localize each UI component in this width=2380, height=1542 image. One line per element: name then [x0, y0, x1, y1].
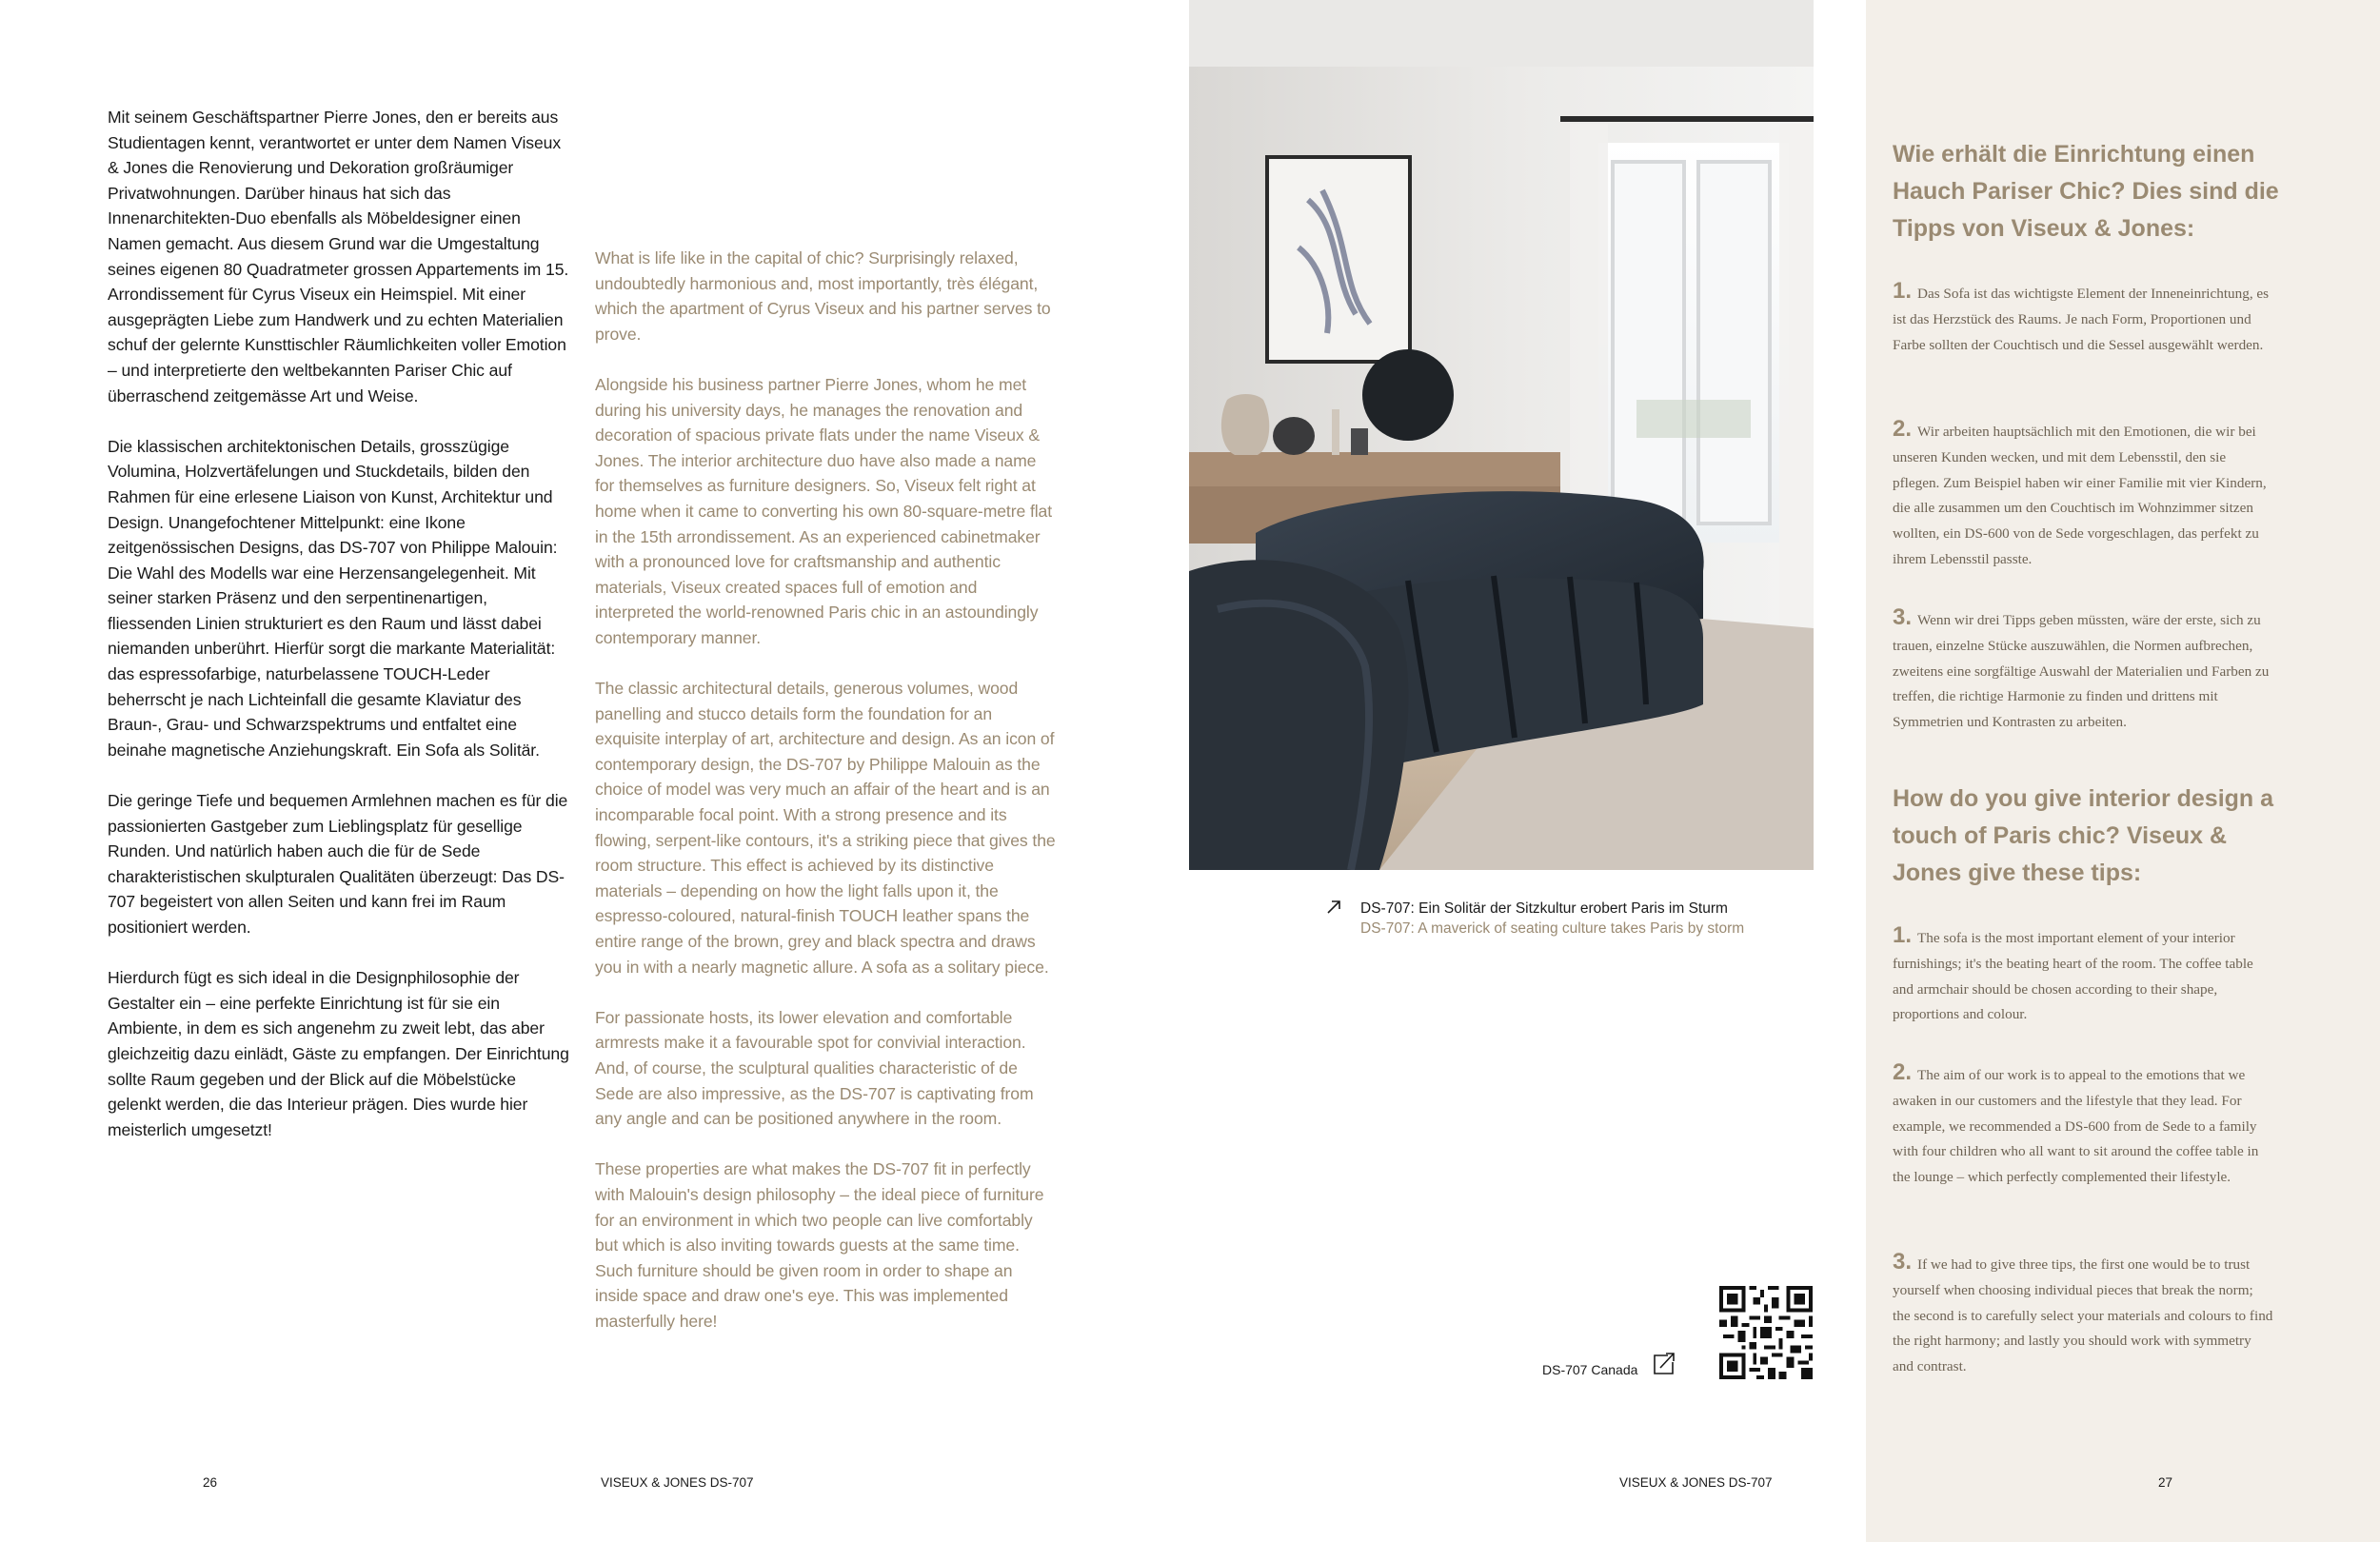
english-paragraph: Alongside his business partner Pierre Jones, whom he met during his university days, he manages the renovation and decoration of spacious private flats under the name Viseux & Jones. The interior architecture duo have also made a name for themselves as furniture designers. So, Viseux felt right at home when it came to converting his own 80-square-metre flat in the 15th arrondissement. As an experienced cabinetmaker with a pronounced love for craftsmanship and authentic materials, Viseux created spaces full of emotion and interpreted the world-renowned Paris chic in an astoundingly contemporary manner.: [595, 374, 1053, 647]
page-number-left: 26: [203, 1475, 218, 1490]
tip-text: Das Sofa ist das wichtigste Element der Inneneinrichtung, es ist das Herzstück des Raums. Je nach Form, Proportionen und Farbe sollten der Couchtisch und die Sessel ausgewählt werden.: [1893, 286, 2270, 353]
tip-item: [1893, 279, 2273, 358]
english-paragraph: What is life like in the capital of chic? Surprisingly relaxed, undoubtedly harmonious and, most importantly, très élégant, which the apartment of Cyrus Viseux and his partner serves to prove.: [595, 248, 1051, 344]
tips-heading-english: How do you give interior design a touch of Paris chic? Viseux & Jones give these tips:: [1893, 785, 2274, 886]
german-text-column: [108, 105, 572, 1168]
german-paragraph: Die geringe Tiefe und bequemen Armlehnen machen es für die passionierten Gastgeber zum Lieblingsplatz für gesellige Runden. Und natürlich haben auch die für de Sede charakteristischen skulpturalen Qualitäten überzeugt: Das DS-707 begeistert von allen Seiten und kann frei im Raum positioniert werden.: [108, 791, 568, 937]
tip-number: 1.: [1893, 278, 1913, 304]
qr-code-label[interactable]: DS-707 Canada: [1542, 1362, 1638, 1377]
caption-german: DS-707: Ein Solitär der Sitzkultur erobert Paris im Sturm: [1360, 900, 1728, 917]
tip-text: Wenn wir drei Tipps geben müssten, wäre der erste, sich zu trauen, einzelne Stücke auszuwählen, die Normen aufbrechen, zweitens eine sorgfältige Auswahl der Materialien und Farben zu treffen, die richtige Harmonie zu finden und drittens mit Symmetrien und Kontrasten zu arbeiten.: [1893, 612, 2270, 731]
sofa-photo: [1189, 0, 1814, 870]
caption-english: DS-707: A maverick of seating culture takes Paris by storm: [1360, 920, 1745, 937]
tip-text: Wir arbeiten hauptsächlich mit den Emotionen, die wir bei unseren Kunden wecken, und mit dem Lebensstil, den sie pflegen. Zum Beispiel haben wir einer Familie mit vier Kindern, die alle zusammen um den Couchtisch im Wohnzimmer sitzen wollten, ein DS-600 von de Sede vorgeschlagen, das perfekt zu ihrem Lebensstil passte.: [1893, 424, 2267, 567]
english-paragraph: For passionate hosts, its lower elevation and comfortable armrests make it a favourable spot for convivial interaction. And, of course, the sculptural qualities characteristic of de Sede are also impressive, as the DS-707 is captivating from any angle and can be positioned anywhere in the room.: [595, 1007, 1034, 1129]
tip-text: If we had to give three tips, the first one would be to trust yourself when choosing individual pieces that break the norm; the second is to carefully select your materials and colours to find the right harmony; and lastly you should work with symmetry and contrast.: [1893, 1256, 2273, 1375]
german-paragraph: Hierdurch fügt es sich ideal in die Designphilosophie der Gestalter ein – eine perfekte Einrichtung ist für sie ein Ambiente, in dem es sich angenehm zu zweit lebt, das aber gleichzeitig dazu einlädt, Gäste zu empfangen. Der Einrichtung sollte Raum gegeben und der Blick auf die Möbelstücke gelenkt werden, die das Interieur prägen. Dies wurde hier meisterlich umgesetzt!: [108, 968, 569, 1139]
tip-item: [1893, 1060, 2273, 1191]
tip-item: [1893, 1250, 2273, 1380]
qr-code-icon[interactable]: [1719, 1286, 1813, 1379]
german-paragraph: Mit seinem Geschäftspartner Pierre Jones, den er bereits aus Studientagen kennt, verantwortet er unter dem Namen Viseux & Jones die Renovierung und Dekoration großräumiger Privatwohnungen. Darüber hinaus hat sich das Innenarchitekten-Duo ebenfalls als Möbeldesigner einen Namen gemacht. Aus diesem Grund war die Umgestaltung seines eigenen 80 Quadratmeter grossen Appartements im 15. Arrondissement für Cyrus Viseux ein Heimspiel. Mit einer ausgeprägten Liebe zum Handwerk und zu echten Materialien schuf der gelernte Kunsttischler Räumlichkeiten voller Emotion – und interpretierte den weltbekannten Pariser Chic auf überraschend zeitgemässe Art und Weise.: [108, 108, 569, 405]
tip-number: 3.: [1893, 1249, 1913, 1275]
tip-item: [1893, 417, 2273, 573]
german-paragraph: Die klassischen architektonischen Details, grosszügige Volumina, Holzvertäfelungen und Stuckdetails, bilden den Rahmen für eine erlesene Liaison von Kunst, Architektur und Design. Unangefochtener Mittelpunkt: eine Ikone zeitgenössischen Designs, das DS-707 von Philippe Malouin: Die Wahl des Modells war eine Herzensangelegenheit. Mit seiner starken Präsenz und den serpentinenartigen, fliessenden Linien strukturiert es den Raum und lässt dabei niemanden unberührt. Hierfür sorgt die markante Materialität: das espressofarbige, naturbelassene TOUCH-Leder beherrscht je nach Lichteinfall die gesamte Klaviatur des Braun-, Grau- und Schwarzspektrums und entfaltet eine beinahe magnetische Anziehungskraft. Ein Sofa als Solitär.: [108, 436, 558, 760]
running-title-right: VISEUX & JONES DS-707: [1619, 1475, 1773, 1490]
english-paragraph: These properties are what makes the DS-707 fit in perfectly with Malouin's design philosophy – the ideal piece of furniture for an environment in which two people can live comfortably but which is also inviting towards guests at the same time. Such furniture should be given room in order to shape an inside space and draw one's eye. This was implemented masterfully here!: [595, 1159, 1044, 1331]
page-number-right: 27: [2158, 1475, 2173, 1490]
arrow-up-right-icon: [1325, 899, 1342, 916]
tip-number: 2.: [1893, 416, 1913, 442]
tip-number: 1.: [1893, 922, 1913, 948]
tip-number: 3.: [1893, 604, 1913, 630]
external-link-icon[interactable]: [1649, 1350, 1677, 1378]
sofa-photo-illustration: [1189, 0, 1814, 870]
tip-item: [1893, 605, 2273, 736]
english-text-column: [595, 246, 1060, 1359]
tips-sidebar: [1866, 0, 2380, 1542]
tip-number: 2.: [1893, 1059, 1913, 1085]
tip-item: [1893, 923, 2273, 1028]
tips-heading-german: Wie erhält die Einrichtung einen Hauch Pariser Chic? Dies sind die Tipps von Viseux & Jones:: [1893, 141, 2279, 242]
tip-text: The sofa is the most important element of your interior furnishings; it's the beating heart of the room. The coffee table and armchair should be chosen according to their shape, proportions and colour.: [1893, 930, 2253, 1023]
english-paragraph: The classic architectural details, generous volumes, wood panelling and stucco details form the foundation for an exquisite interplay of art, architecture and design. As an icon of contemporary design, the DS-707 by Philippe Malouin as the choice of model was very much an affair of the heart and is an incomparable focal point. With a strong presence and its flowing, serpent-like contours, it's a striking piece that gives the room structure. This effect is achieved by its distinctive materials – depending on how the light falls upon it, the espresso-coloured, natural-finish TOUCH leather spans the entire range of the brown, grey and black spectra and draws you in with a nearly magnetic allure. A sofa as a solitary piece.: [595, 679, 1056, 977]
tip-text: The aim of our work is to appeal to the emotions that we awaken in our customers and the lifestyle that they lead. For example, we recommended a DS-600 from de Sede to a family with four children who all want to sit around the coffee table in the lounge – which perfectly complemented their lifestyle.: [1893, 1067, 2259, 1186]
photo-caption: [1326, 899, 1821, 939]
running-title-left: VISEUX & JONES DS-707: [601, 1475, 754, 1490]
